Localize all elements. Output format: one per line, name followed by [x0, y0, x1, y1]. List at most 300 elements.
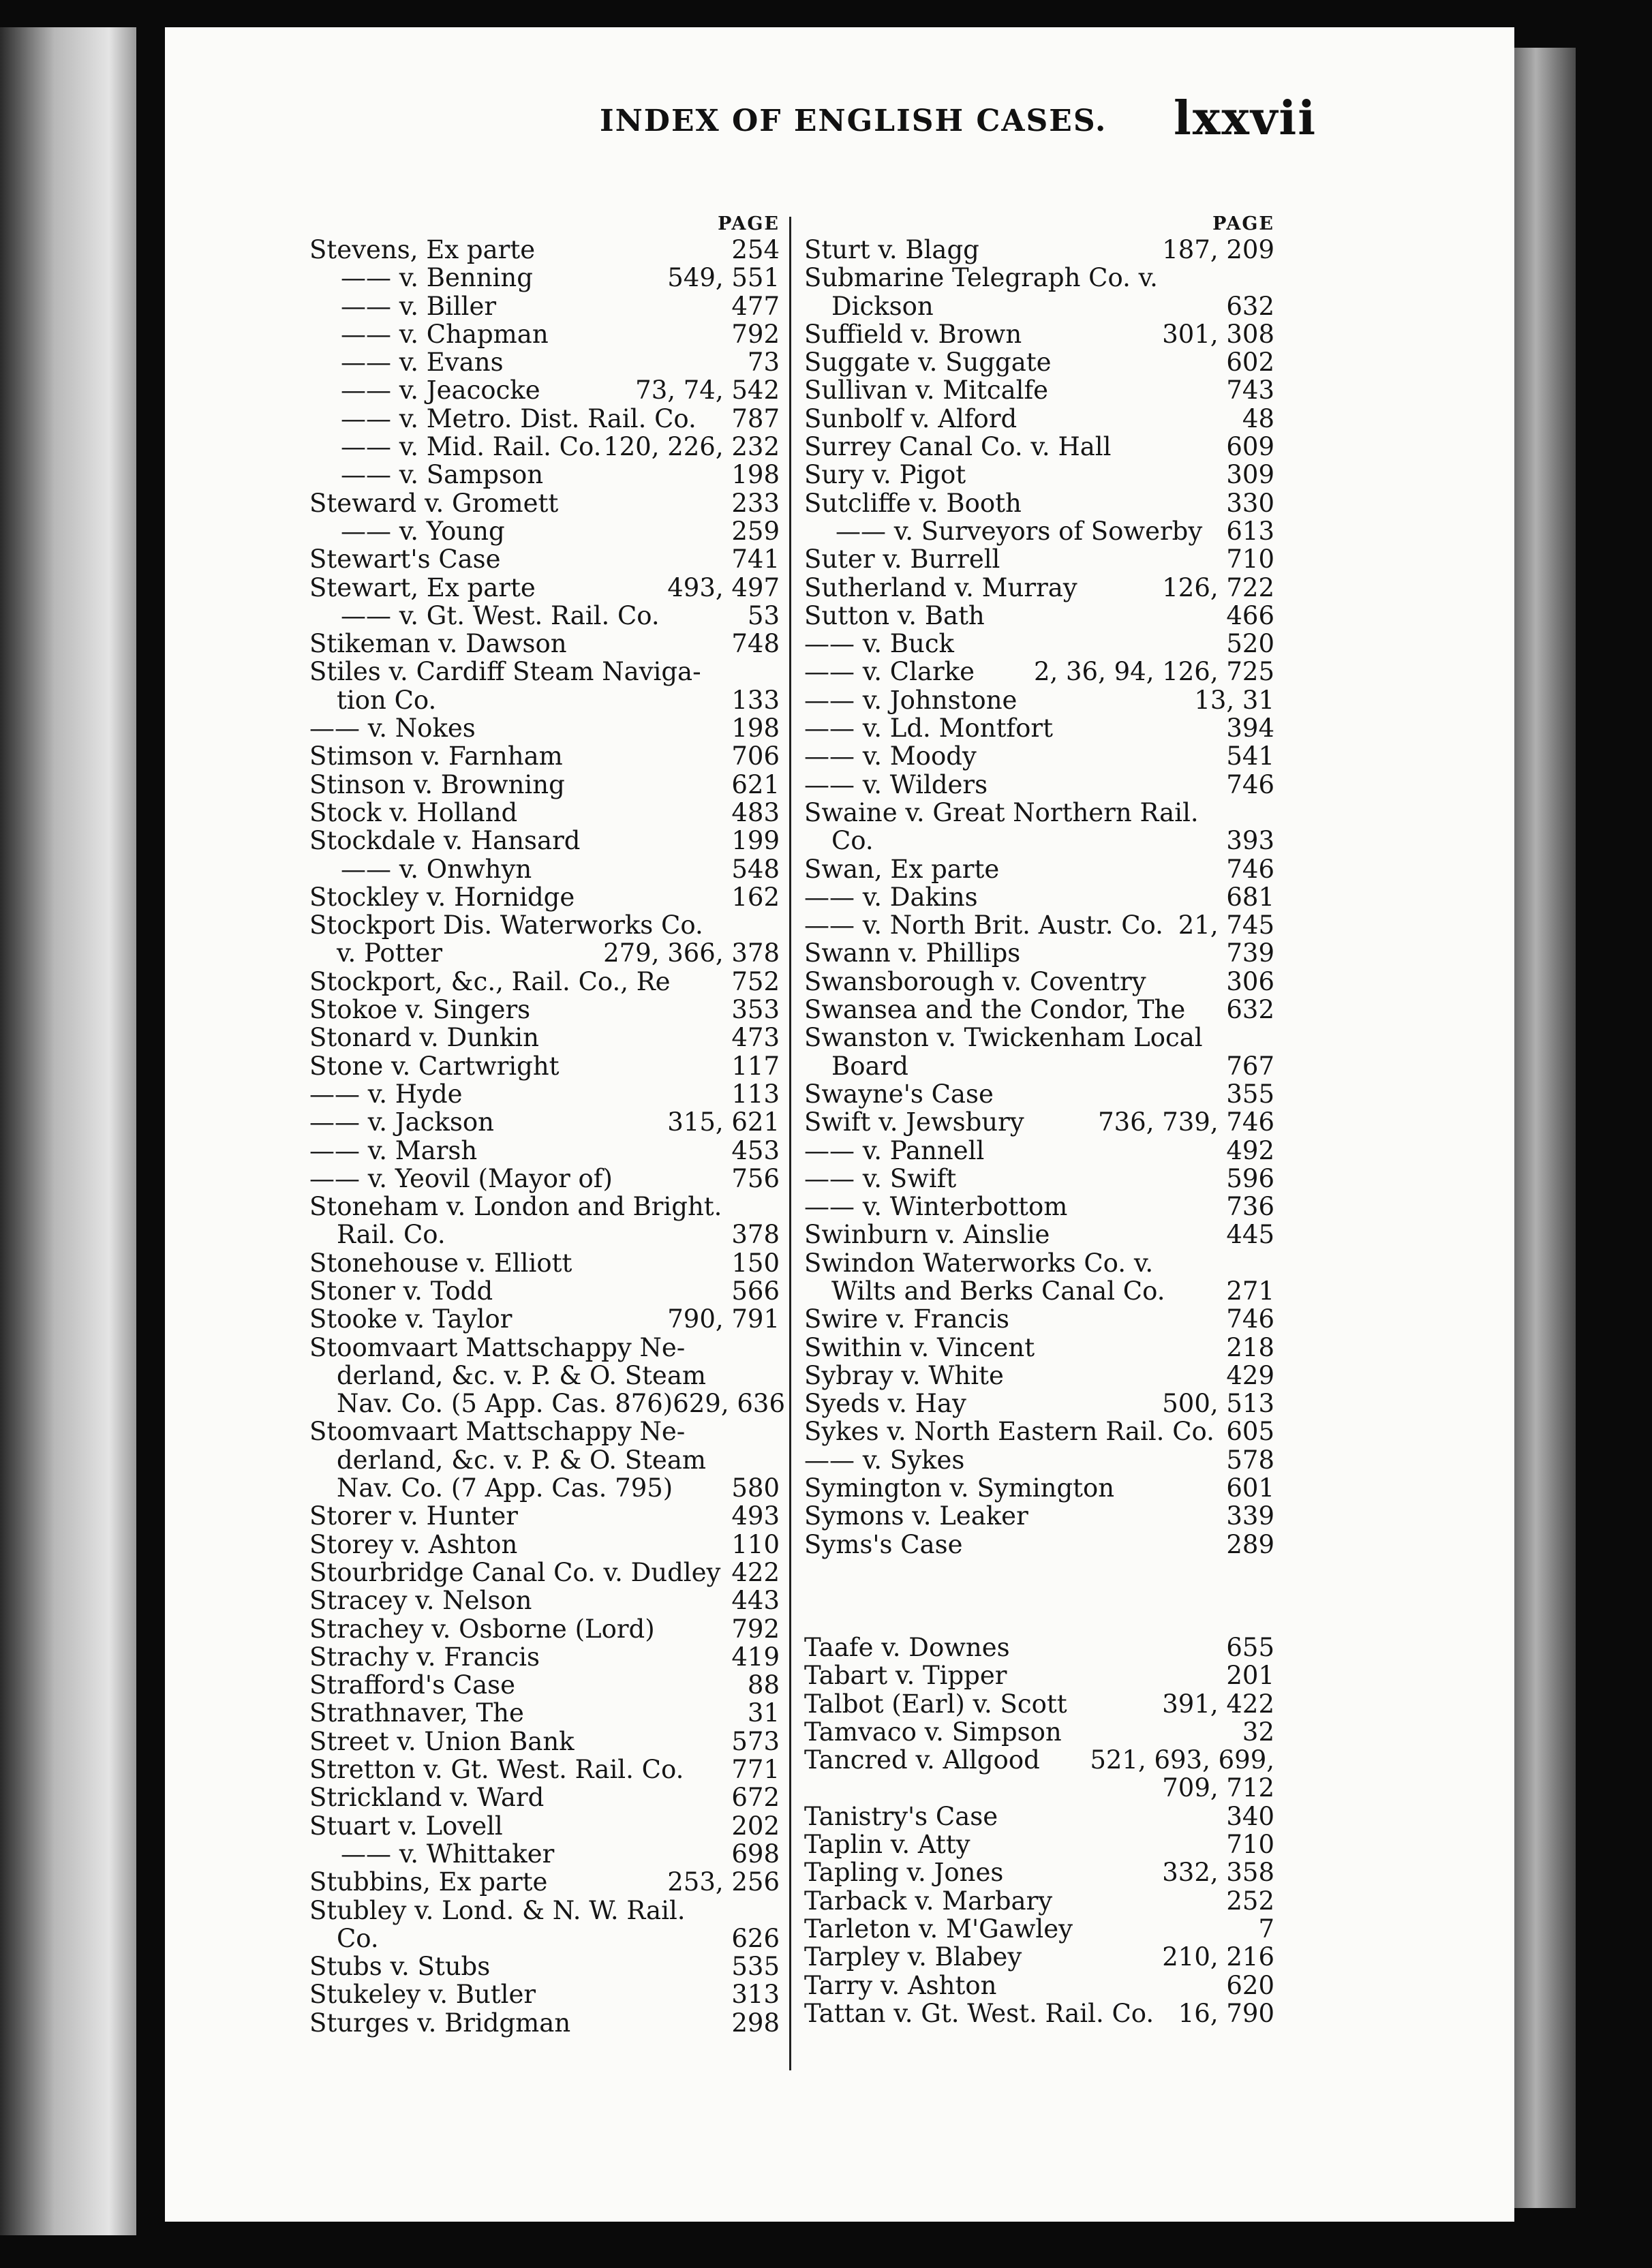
- case-name: Storer v. Hunter: [309, 1501, 518, 1531]
- case-name: Sutherland v. Murray: [804, 572, 1077, 602]
- index-entry: [309, 1643, 780, 1671]
- case-name: Taplin v. Atty: [804, 1830, 970, 1860]
- index-entry: [309, 320, 780, 348]
- page-reference: 422: [731, 1557, 780, 1587]
- page-reference: 710: [1226, 1830, 1274, 1860]
- index-entry: [804, 1165, 1274, 1193]
- index-entry: [309, 1024, 780, 1052]
- case-name: Stockport, &c., Rail. Co., Re: [309, 966, 671, 996]
- index-entry: [804, 1024, 1274, 1052]
- index-entry: [309, 264, 780, 292]
- index-entry: [804, 630, 1274, 658]
- case-name: —— v. Marsh: [309, 1135, 478, 1165]
- page-reference: 573: [731, 1726, 780, 1756]
- case-name: Stimson v. Farnham: [309, 741, 563, 771]
- page-reference: 580: [731, 1473, 780, 1503]
- case-name: Stubley v. Lond. & N. W. Rail.: [309, 1895, 686, 1925]
- page-reference: 150: [731, 1248, 780, 1278]
- page-stack-edge: [1514, 48, 1576, 2208]
- case-name: Swansea and the Condor, The: [804, 995, 1186, 1025]
- page-reference: 340: [1226, 1801, 1274, 1831]
- index-entry: [309, 405, 780, 433]
- page-reference: 736: [1226, 1192, 1274, 1222]
- index-entry: [804, 292, 1274, 320]
- page-column-label: PAGE: [718, 213, 780, 234]
- index-entry: [309, 1812, 780, 1840]
- page-reference: 198: [731, 714, 780, 744]
- case-name: —— v. Hyde: [309, 1079, 463, 1109]
- index-entry: [309, 714, 780, 742]
- index-entry: [804, 1249, 1274, 1277]
- case-name: Symons v. Leaker: [804, 1501, 1028, 1531]
- case-name: Suggate v. Suggate: [804, 348, 1052, 378]
- index-entry: [309, 1165, 780, 1193]
- case-name: Submarine Telegraph Co. v.: [804, 263, 1158, 293]
- index-column-right: [804, 213, 1274, 2027]
- page-reference: 771: [731, 1755, 780, 1785]
- case-name: —— v. Ld. Montfort: [804, 714, 1053, 744]
- case-name: Tapling v. Jones: [804, 1858, 1004, 1888]
- page-reference: 466: [1226, 600, 1274, 630]
- index-entry: [309, 1277, 780, 1305]
- case-name: Swayne's Case: [804, 1079, 994, 1109]
- index-entry: [309, 1699, 780, 1727]
- index-entry: [309, 1897, 780, 1925]
- index-entry: [804, 1634, 1274, 1661]
- page-reference: 394: [1226, 714, 1274, 744]
- index-entry: [804, 545, 1274, 573]
- index-entry: [804, 1531, 1274, 1559]
- index-entry: [309, 968, 780, 996]
- case-name: Street v. Union Bank: [309, 1726, 575, 1756]
- page-reference: 790, 791: [667, 1304, 780, 1334]
- page-reference: 330: [1226, 488, 1274, 518]
- index-entry: [804, 883, 1274, 911]
- case-name: Tabart v. Tipper: [804, 1661, 1007, 1691]
- case-name: —— v. Dakins: [804, 882, 978, 912]
- index-entry: [309, 1783, 780, 1811]
- case-name: derland, &c. v. P. & O. Steam: [337, 1360, 706, 1390]
- index-entry: [804, 348, 1274, 376]
- page-reference: 746: [1226, 1304, 1274, 1334]
- case-name: v. Potter: [337, 938, 443, 968]
- case-name: derland, &c. v. P. & O. Steam: [337, 1445, 706, 1475]
- index-entry: [309, 2009, 780, 2037]
- index-entry: [804, 1943, 1274, 1971]
- case-name: —— v. Sampson: [341, 460, 544, 490]
- page-reference: 741: [731, 545, 780, 574]
- page-reference: 629, 636: [673, 1389, 785, 1419]
- index-entry: [309, 742, 780, 770]
- index-entry: [309, 1389, 785, 1419]
- page-reference: 632: [1226, 291, 1274, 321]
- page-reference: 609: [1226, 432, 1274, 462]
- page-reference: 253, 256: [667, 1867, 780, 1897]
- page-reference: 32: [1242, 1717, 1274, 1747]
- page-reference: 16, 790: [1178, 1998, 1274, 2028]
- page-reference: 313: [731, 1980, 780, 2010]
- index-entry: [804, 996, 1274, 1024]
- page-reference: 736, 739, 746: [1098, 1107, 1274, 1137]
- page-reference: 548: [731, 854, 780, 884]
- case-name: —— v. Onwhyn: [341, 854, 532, 884]
- case-name: Symington v. Symington: [804, 1473, 1115, 1503]
- case-name: Stockdale v. Hansard: [309, 826, 581, 856]
- case-name: Stokoe v. Singers: [309, 995, 531, 1025]
- case-name: —— v. Metro. Dist. Rail. Co.: [341, 403, 697, 433]
- case-name: —— v. Surveyors of Sowerby: [836, 516, 1203, 546]
- case-name: —— v. Jackson: [309, 1107, 494, 1137]
- index-column-left: [309, 213, 785, 2038]
- page-reference: 162: [731, 882, 780, 912]
- index-entry: [804, 1661, 1274, 1689]
- case-name: Swire v. Francis: [804, 1304, 1010, 1334]
- index-entry: [309, 1249, 780, 1277]
- page-reference: 378: [731, 1220, 780, 1250]
- page-reference: 520: [1226, 629, 1274, 659]
- case-name: Stockport Dis. Waterworks Co.: [309, 910, 703, 940]
- index-entry: [309, 996, 780, 1024]
- case-name: Sturt v. Blagg: [804, 235, 979, 264]
- page-reference: 271: [1226, 1276, 1274, 1306]
- index-entry: [804, 1972, 1274, 1999]
- case-name: Tarpley v. Blabey: [804, 1942, 1022, 1972]
- page-reference: 7: [1258, 1914, 1274, 1944]
- case-name: Talbot (Earl) v. Scott: [804, 1689, 1067, 1719]
- index-entry: [309, 1474, 780, 1502]
- entry-list-s-right: [804, 236, 1274, 1559]
- index-entry: [804, 1193, 1274, 1221]
- case-name: Stoneham v. London and Bright.: [309, 1192, 722, 1222]
- case-name: Tarleton v. M'Gawley: [804, 1914, 1073, 1944]
- page-reference: 752: [731, 966, 780, 996]
- page-reference: 767: [1226, 1051, 1274, 1081]
- index-entry: [309, 1840, 780, 1868]
- case-name: Tancred v. Allgood: [804, 1745, 1040, 1775]
- page-reference: 792: [731, 1614, 780, 1644]
- case-name: Swithin v. Vincent: [804, 1332, 1035, 1362]
- page-reference: 233: [731, 488, 780, 518]
- index-entry: [309, 574, 780, 602]
- case-name: —— v. Benning: [341, 263, 533, 293]
- index-entry: [309, 292, 780, 320]
- case-name: Sunbolf v. Alford: [804, 403, 1018, 433]
- index-entry: [309, 1980, 780, 2008]
- case-name: Syms's Case: [804, 1529, 963, 1559]
- page-reference: 541: [1226, 741, 1274, 771]
- index-entry: [804, 1334, 1274, 1362]
- index-entry: [309, 1925, 780, 1952]
- index-entry: [309, 883, 780, 911]
- page-number: lxxvii: [1174, 91, 1317, 146]
- case-name: Stiles v. Cardiff Steam Naviga-: [309, 657, 701, 687]
- page-reference: 445: [1226, 1220, 1274, 1250]
- case-name: —— v. Young: [341, 516, 505, 546]
- case-name: —— v. Johnstone: [804, 685, 1018, 715]
- case-name: —— v. Buck: [804, 629, 954, 659]
- index-entry: [804, 433, 1274, 461]
- index-entry: [309, 1671, 780, 1699]
- index-entry: [804, 1690, 1274, 1718]
- page-reference: 53: [747, 600, 780, 630]
- index-entry: [309, 236, 780, 264]
- case-name: Stuart v. Lovell: [309, 1811, 503, 1841]
- index-entry: [309, 1559, 780, 1587]
- case-name: —— v. Whittaker: [341, 1839, 555, 1869]
- index-entry: [804, 1502, 1274, 1530]
- page-reference: 117: [731, 1051, 780, 1081]
- case-name: Dickson: [831, 291, 934, 321]
- page-reference: 521, 693, 699,: [1090, 1745, 1274, 1775]
- page-reference: 493, 497: [667, 572, 780, 602]
- adjacent-page-edge: [0, 27, 136, 2235]
- page-reference: 698: [731, 1839, 780, 1869]
- case-name: tion Co.: [337, 685, 437, 715]
- page-reference: 202: [731, 1811, 780, 1841]
- index-entry: [804, 1999, 1274, 2027]
- case-name: Stewart, Ex parte: [309, 572, 536, 602]
- page-reference: 2, 36, 94, 126, 725: [1033, 657, 1274, 687]
- index-entry: [309, 827, 780, 855]
- case-name: Swansborough v. Coventry: [804, 966, 1146, 996]
- page-reference: 566: [731, 1276, 780, 1306]
- case-name: —— v. North Brit. Austr. Co.: [804, 910, 1163, 940]
- index-entry: [309, 1305, 780, 1333]
- case-name: Stoomvaart Mattschappy Ne-: [309, 1332, 686, 1362]
- case-name: Stone v. Cartwright: [309, 1051, 560, 1081]
- case-name: Strafford's Case: [309, 1670, 516, 1700]
- page-reference: 453: [731, 1135, 780, 1165]
- index-entry: [804, 320, 1274, 348]
- index-entry: [309, 1868, 780, 1896]
- page-reference: 301, 308: [1162, 319, 1274, 349]
- index-entry: [309, 771, 780, 799]
- index-entry: [804, 1774, 1274, 1802]
- index-entry: [804, 771, 1274, 799]
- index-entry: [309, 1587, 780, 1614]
- page-reference: 756: [731, 1163, 780, 1193]
- index-entry: [804, 827, 1274, 855]
- case-name: Stoner v. Todd: [309, 1276, 493, 1306]
- case-name: Tarback v. Marbary: [804, 1886, 1053, 1916]
- section-gap: [804, 1559, 1274, 1634]
- case-name: Nav. Co. (7 App. Cas. 795): [337, 1473, 673, 1503]
- index-entry: [804, 1718, 1274, 1746]
- case-name: Suffield v. Brown: [804, 319, 1022, 349]
- case-name: Sutton v. Bath: [804, 600, 985, 630]
- page-reference: 477: [731, 291, 780, 321]
- index-entry: [804, 658, 1274, 686]
- case-name: Sturges v. Bridgman: [309, 2008, 571, 2038]
- index-entry: [804, 939, 1274, 967]
- column-divider: [789, 217, 791, 2070]
- case-name: —— v. Mid. Rail. Co.: [341, 432, 602, 462]
- page-reference: 743: [1226, 376, 1274, 405]
- index-entry: [309, 1362, 780, 1390]
- page-reference: 681: [1226, 882, 1274, 912]
- case-name: Swift v. Jewsbury: [804, 1107, 1024, 1137]
- case-name: Sybray v. White: [804, 1360, 1004, 1390]
- index-entry: [309, 545, 780, 573]
- case-name: —— v. Moody: [804, 741, 977, 771]
- case-name: —— v. Pannell: [804, 1135, 985, 1165]
- case-name: —— v. Sykes: [804, 1445, 965, 1475]
- page-reference: 419: [731, 1642, 780, 1672]
- index-entry: [804, 799, 1274, 827]
- case-name: Rail. Co.: [337, 1220, 446, 1250]
- index-entry: [804, 911, 1274, 939]
- running-title: INDEX OF ENGLISH CASES.: [600, 104, 1107, 138]
- page-reference: 393: [1226, 826, 1274, 856]
- case-name: Stooke v. Taylor: [309, 1304, 513, 1334]
- case-name: Taafe v. Downes: [804, 1632, 1010, 1662]
- page-reference: 632: [1226, 995, 1274, 1025]
- index-entry: [309, 517, 780, 545]
- page-reference: 492: [1226, 1135, 1274, 1165]
- page-reference: 355: [1226, 1079, 1274, 1109]
- case-name: Swann v. Phillips: [804, 938, 1021, 968]
- case-name: Stubbins, Ex parte: [309, 1867, 548, 1897]
- case-name: Tarry v. Ashton: [804, 1970, 997, 2000]
- index-entry: [804, 1390, 1274, 1418]
- case-name: Stock v. Holland: [309, 797, 518, 827]
- index-entry: [309, 1502, 780, 1530]
- page-reference: 133: [731, 685, 780, 715]
- page-reference: 88: [747, 1670, 780, 1700]
- page-reference: 391, 422: [1162, 1689, 1274, 1719]
- page-reference: 748: [731, 629, 780, 659]
- index-entry: [309, 1052, 780, 1080]
- index-entry: [309, 1108, 780, 1136]
- page-reference: 549, 551: [667, 263, 780, 293]
- index-entry: [309, 1615, 780, 1643]
- page-reference: 792: [731, 319, 780, 349]
- index-entry: [309, 1221, 780, 1248]
- case-name: Nav. Co. (5 App. Cas. 876): [337, 1389, 673, 1419]
- page-reference: 500, 513: [1162, 1389, 1274, 1419]
- index-entry: [804, 1137, 1274, 1165]
- case-name: Swan, Ex parte: [804, 854, 1000, 884]
- page-reference: 210, 216: [1162, 1942, 1274, 1972]
- page-reference: 709, 712: [1162, 1773, 1274, 1803]
- page-reference: 187, 209: [1162, 235, 1274, 264]
- page-reference: 613: [1226, 516, 1274, 546]
- index-entry: [804, 1830, 1274, 1858]
- index-entry: [804, 461, 1274, 489]
- page-reference: 73, 74, 542: [635, 376, 780, 405]
- page-reference: 620: [1226, 1970, 1274, 2000]
- index-entry: [804, 236, 1274, 264]
- index-entry: [309, 1756, 780, 1783]
- page-reference: 739: [1226, 938, 1274, 968]
- index-entry: [804, 855, 1274, 883]
- index-entry: [804, 489, 1274, 517]
- page-reference: 706: [731, 741, 780, 771]
- index-entry: [309, 1531, 780, 1559]
- case-name: Strachey v. Osborne (Lord): [309, 1614, 655, 1644]
- index-entry: [804, 1915, 1274, 1943]
- index-entry: [309, 686, 780, 714]
- entry-list-t: [804, 1634, 1274, 2027]
- index-entry: [804, 686, 1274, 714]
- page-reference: 601: [1226, 1473, 1274, 1503]
- case-name: —— v. Swift: [804, 1163, 957, 1193]
- page-reference: 787: [731, 403, 780, 433]
- index-entry: [309, 1418, 780, 1445]
- index-entry: [309, 855, 780, 883]
- index-entry: [309, 799, 780, 827]
- page-reference: 259: [731, 516, 780, 546]
- case-name: Strathnaver, The: [309, 1698, 524, 1728]
- index-entry: [309, 911, 780, 939]
- page-reference: 306: [1226, 966, 1274, 996]
- index-entry: [309, 1952, 780, 1980]
- case-name: Stukeley v. Butler: [309, 1980, 536, 2010]
- case-name: —— v. Clarke: [804, 657, 975, 687]
- page-reference: 31: [747, 1698, 780, 1728]
- page-reference: 493: [731, 1501, 780, 1531]
- index-entry: [309, 461, 780, 489]
- case-name: Tanistry's Case: [804, 1801, 998, 1831]
- case-name: Storey v. Ashton: [309, 1529, 518, 1559]
- index-entry: [804, 1221, 1274, 1248]
- case-name: Swanston v. Twickenham Local: [804, 1023, 1203, 1053]
- index-entry: [309, 1728, 780, 1756]
- index-entry: [804, 1080, 1274, 1108]
- page-reference: 113: [731, 1079, 780, 1109]
- case-name: Stevens, Ex parte: [309, 235, 536, 264]
- index-entry: [804, 1108, 1274, 1136]
- index-entry: [309, 1193, 780, 1221]
- case-name: Co.: [831, 826, 874, 856]
- page-reference: 199: [731, 826, 780, 856]
- page-reference: 626: [731, 1923, 780, 1953]
- page-reference: 746: [1226, 769, 1274, 799]
- page-reference: 21, 745: [1178, 910, 1274, 940]
- index-entry: [309, 658, 780, 686]
- index-entry: [804, 1446, 1274, 1474]
- page-reference: 339: [1226, 1501, 1274, 1531]
- page-reference: 578: [1226, 1445, 1274, 1475]
- index-entry: [804, 1746, 1274, 1774]
- case-name: Strickland v. Ward: [309, 1783, 545, 1813]
- page-reference: 746: [1226, 854, 1274, 884]
- case-name: —— v. Jeacocke: [341, 376, 540, 405]
- index-entry: [309, 602, 780, 630]
- index-entry: [804, 1418, 1274, 1445]
- case-name: Sury v. Pigot: [804, 460, 966, 490]
- case-name: Swindon Waterworks Co. v.: [804, 1248, 1154, 1278]
- index-entry: [309, 348, 780, 376]
- page-reference: 315, 621: [667, 1107, 780, 1137]
- index-entry: [804, 574, 1274, 602]
- index-entry: [804, 742, 1274, 770]
- page-reference: 289: [1226, 1529, 1274, 1559]
- index-entry: [804, 405, 1274, 433]
- index-entry: [804, 968, 1274, 996]
- case-name: Syeds v. Hay: [804, 1389, 966, 1419]
- index-entry: [309, 1137, 780, 1165]
- case-name: Sykes v. North Eastern Rail. Co.: [804, 1417, 1214, 1447]
- page-reference: 353: [731, 995, 780, 1025]
- index-entry: [804, 517, 1274, 545]
- index-entry: [309, 376, 780, 404]
- page-reference: 298: [731, 2008, 780, 2038]
- case-name: Steward v. Gromett: [309, 488, 559, 518]
- case-name: —— v. Chapman: [341, 319, 549, 349]
- case-name: —— v. Evans: [341, 348, 504, 378]
- case-name: Swinburn v. Ainslie: [804, 1220, 1050, 1250]
